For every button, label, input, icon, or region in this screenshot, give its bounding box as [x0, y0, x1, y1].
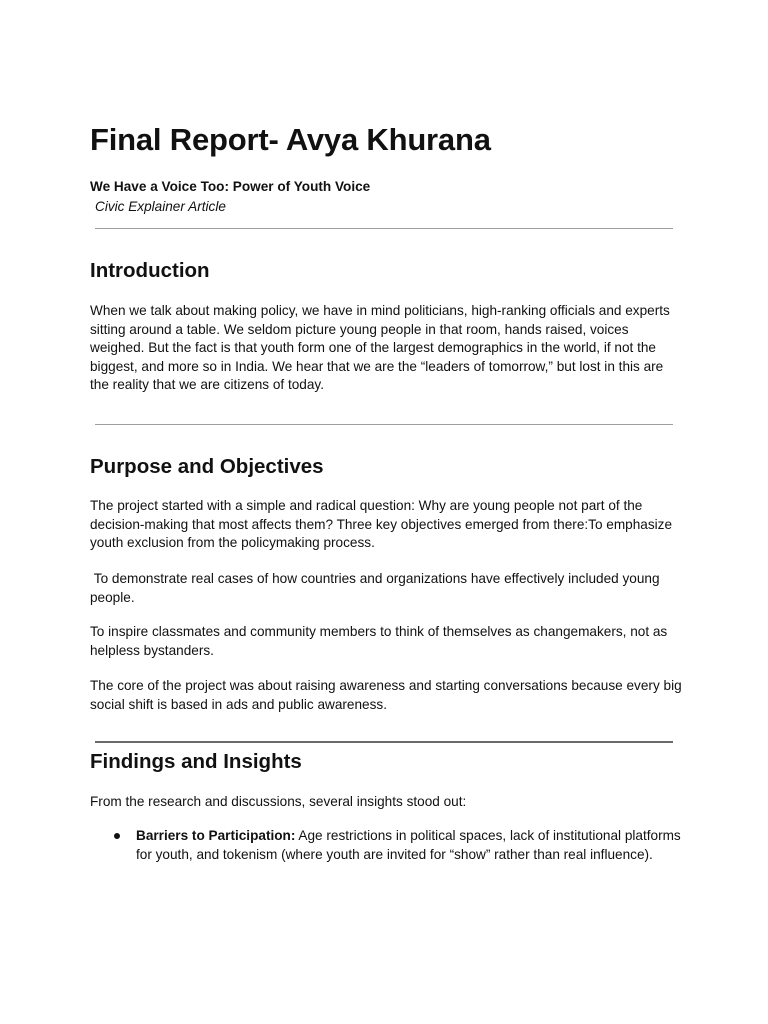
- bullet-text: Age restrictions in political spaces, lack of institutional platforms for youth, and tokenism (where youth are invited for “show” rather than real influence).: [136, 828, 681, 862]
- purpose-paragraph: The core of the project was about raising awareness and starting conversations because every big social shift is based in ads and public awareness.: [90, 678, 682, 712]
- list-item: [90, 826, 682, 864]
- introduction-paragraph: When we talk about making policy, we have in mind politicians, high-ranking officials and experts sitting around a table. We seldom picture young people in that room, hands raised, voices weighed. But the fact is that youth form one of the largest demographics in the world, if not the biggest, and more so in India. We hear that we are the “leaders of tomorrow,” but lost in this are the reality that we are citizens of today.: [90, 303, 670, 393]
- findings-heading: Findings and Insights: [90, 750, 302, 773]
- findings-intro: From the research and discussions, several insights stood out:: [90, 794, 467, 809]
- findings-list: [90, 826, 682, 864]
- section-divider: [95, 424, 673, 425]
- section-divider: [95, 741, 673, 743]
- document-subtitle: We Have a Voice Too: Power of Youth Voice: [90, 179, 371, 194]
- purpose-paragraph: The project started with a simple and radical question: Why are young people not part of the decision-making that most affects them? Three key objectives emerged from there:To emphasize youth exclusion from the policymaking process.: [90, 498, 673, 551]
- bullet-icon: [114, 833, 120, 839]
- introduction-heading: Introduction: [90, 259, 210, 282]
- purpose-heading: Purpose and Objectives: [90, 455, 324, 478]
- document-title: Final Report- Avya Khurana: [90, 122, 491, 157]
- bullet-label: Barriers to Participation:: [136, 828, 296, 843]
- purpose-paragraph: To inspire classmates and community members to think of themselves as changemakers, not as helpless bystanders.: [90, 624, 668, 658]
- section-divider: [95, 228, 673, 229]
- purpose-paragraph: To demonstrate real cases of how countries and organizations have effectively included young people.: [90, 571, 664, 605]
- article-type-label: Civic Explainer Article: [95, 199, 226, 214]
